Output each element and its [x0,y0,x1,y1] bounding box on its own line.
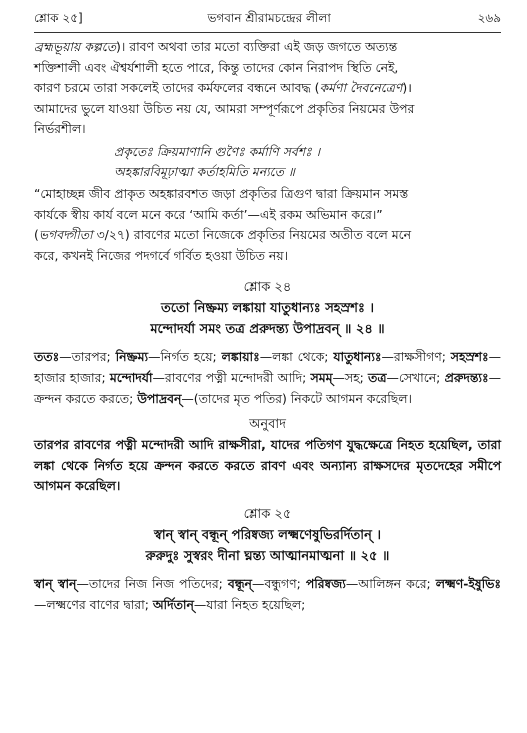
explanation-line: কার্যকে স্বীয় কার্য বলে মনে করে ‘আমি কর্তা’—এই রকম অভিমান করে।” [34,206,383,222]
header-rule [34,32,501,33]
quoted-verse-line: অহঙ্কারবিমূঢ়াত্মা কর্তাহমিতি মন্যতে ॥ [114,163,295,179]
intro-italic: ব্রহ্মভূয়ায় কল্পতে [34,39,117,54]
intro-paragraph [34,37,501,140]
quoted-verse-line: প্রকৃতেঃ ক্রিয়মাণানি গুণৈঃ কর্মাণি সর্বশঃ । [114,143,321,159]
verse-25-line-2: রুরুদুঃ সুস্বরং দীনা ঘ্নন্ত্য আত্মানমাত্মনা ॥ ২৫ ॥ [145,548,390,564]
intro-line: নির্ভরশীল। [34,121,86,137]
header-title: ভগবান শ্রীরামচন্দ্রের লীলা [207,11,331,25]
explanation-line: “মোহাচ্ছন্ন জীব প্রাকৃত অহঙ্কারবশত জড়া প্রকৃতির ত্রিগুণ দ্বারা ক্রিয়মান সমস্ত [34,185,409,201]
intro-line: কারণ চরমে তারা সকলেই তাদের কর্মফলের বন্ধনে আবদ্ধ (কর্মণা দৈবনেত্রেণ)। [34,80,412,96]
explanation-line: (ভগবদ্গীতা ৩/২৭) রাবণের মতো নিজেকে প্রকৃতির নিয়মের অতীত বলে মনে [34,227,411,243]
verse-24 [34,278,501,497]
page-number: ২৬৯ [477,11,501,25]
explanation-line: করে, কখনই নিজের পদগর্বে গর্বিত হওয়া উচিত নয়। [34,247,289,263]
intro-line: শক্তিশালী এবং ঐশ্বর্যশালী হতে পারে, কিন্তু তাদের কোন নিরাপদ স্থিতি নেই, [34,59,399,75]
verse-25-line-1: স্বান্ স্বান্ বন্ধূন্ পরিষ্বজ্য লক্ষ্মণেষুভিরর্দিতান্ । [153,527,382,543]
header-verse-ref: শ্লোক ২৫] [34,11,83,25]
explanation-paragraph [34,184,501,266]
verse-25-synonyms: স্বান্ স্বান্—তাদের নিজ নিজ পতিদের; বন্ধূন্—বন্ধুগণ; পরিষ্বজ্য—আলিঙ্গন করে; লক্ষ্মণ-ইষুভিঃ—লক্ষ্মণের বাণের দ্বারা; অর্দিতান্—যারা নিহত হয়েছিল; [34,575,502,612]
verse-24-heading: শ্লোক ২৪ [243,280,292,296]
translation-heading: অনুবাদ [249,417,286,433]
verse-24-synonyms: ততঃ—তারপর; নিষ্ক্রম্য—নির্গত হয়ে; লঙ্কায়াঃ—লঙ্কা থেকে; যাতুধান্যঃ—রাক্ষসীগণ; সহস্রশঃ—হাজার হাজার; মন্দোদর্যা—রাবণের পত্নী মন্দোদরী আদি; সমম্—সহ; তত্র—সেখানে; প্ররুদন্ত্যঃ—ক্রন্দন করতে করতে; উপাদ্রবন্—(তাদের মৃত পতির) নিকটে আগমন করেছিল। [34,349,502,406]
intro-line: ব্রহ্মভূয়ায় কল্পতে)। রাবণ অথবা তার মতো ব্যক্তিরা এই জড় জগতে অত্যন্ত [34,39,398,54]
intro-line: আমাদের ভুলে যাওয়া উচিত নয় যে, আমরা সম্পূর্ণরূপে প্রকৃতির নিয়মের উপর [34,100,415,116]
quoted-verse [34,142,501,182]
page-header [34,10,501,32]
verse-24-line-1: ততো নিষ্ক্রম্য লঙ্কায়া যাতুধান্যঃ সহস্রশঃ । [160,301,375,317]
verse-24-line-2: মন্দোদর্যা সমং তত্র প্ররুদন্ত্য উপাদ্রবন্ ॥ ২৪ ॥ [150,322,385,338]
verse-25 [34,505,501,615]
verse-24-translation: তারপর রাবণের পত্নী মন্দোদরী আদি রাক্ষসীরা, যাদের পতিগণ যুদ্ধক্ষেত্রে নিহত হয়েছিল, তারা লঙ্কা থেকে নির্গত হয়ে ক্রন্দন করতে করতে রাবণ এবং অন্যান্য রাক্ষসদের মৃতদেহের সমীপে আগমন করেছিল। [34,437,501,494]
verse-25-heading: শ্লোক ২৫ [243,506,292,522]
